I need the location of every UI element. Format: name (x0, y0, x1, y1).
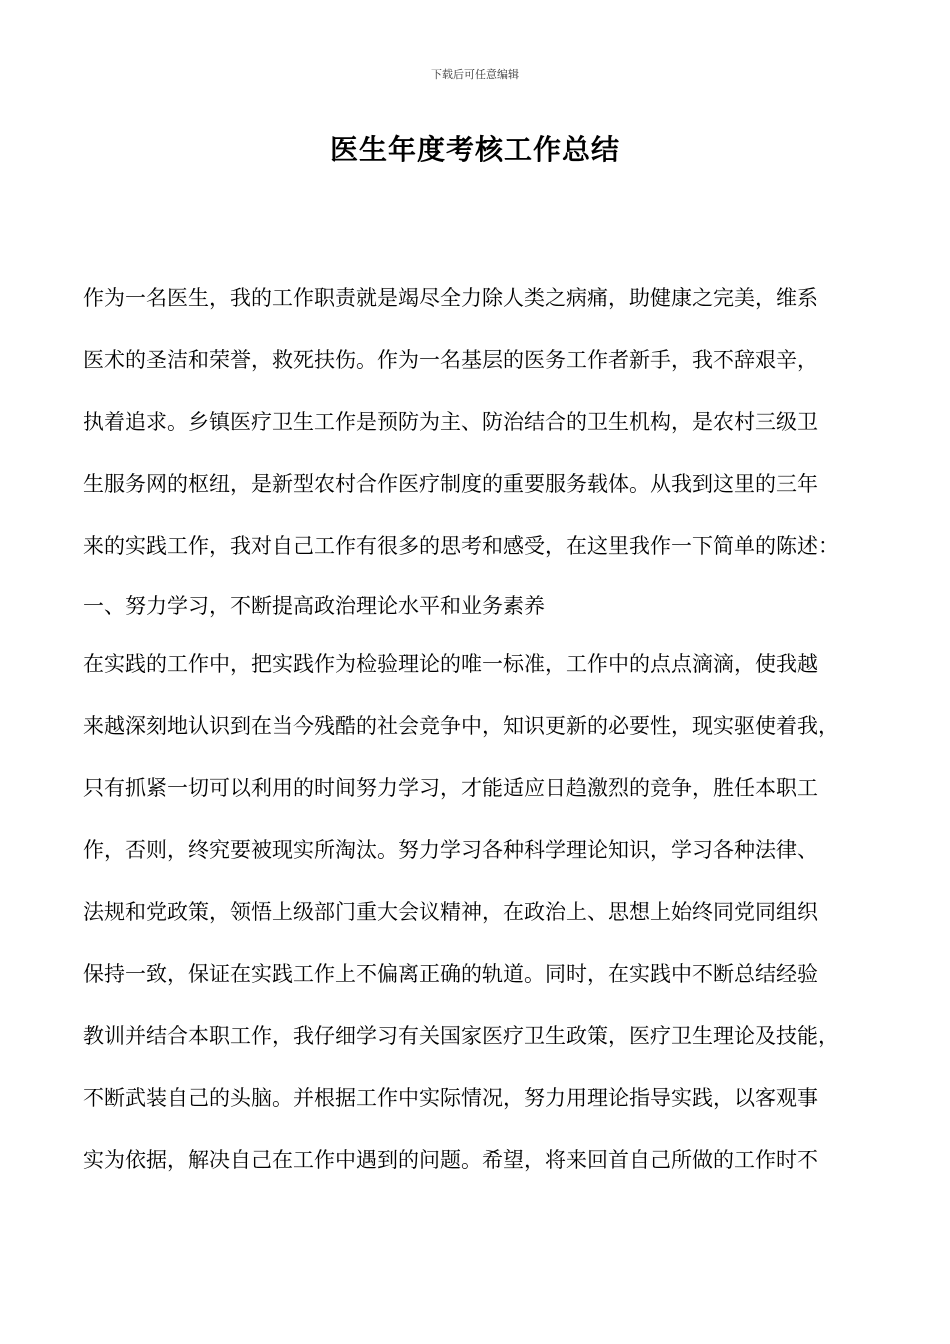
body-line: 不断武装自己的头脑。并根据工作中实际情况，努力用理论指导实践，以客观事 (83, 1086, 818, 1110)
body-line: 执着追求。乡镇医疗卫生工作是预防为主、防治结合的卫生机构，是农村三级卫 (83, 410, 818, 434)
body-line: 实为依据，解决自己在工作中遇到的问题。希望，将来回首自己所做的工作时不 (83, 1148, 818, 1172)
body-line: 来的实践工作，我对自己工作有很多的思考和感受，在这里我作一下简单的陈述： (83, 534, 839, 558)
section-heading: 一、努力学习，不断提高政治理论水平和业务素养 (83, 594, 545, 618)
body-line: 医术的圣洁和荣誉，救死扶伤。作为一名基层的医务工作者新手，我不辞艰辛， (83, 348, 818, 372)
body-line: 保持一致，保证在实践工作上不偏离正确的轨道。同时，在实践中不断总结经验 (83, 962, 818, 986)
header-note: 下载后可任意编辑 (431, 68, 519, 81)
body-line: 法规和党政策，领悟上级部门重大会议精神，在政治上、思想上始终同党同组织 (83, 900, 818, 924)
document-title: 医生年度考核工作总结 (329, 133, 620, 166)
body-line: 来越深刻地认识到在当今残酷的社会竞争中，知识更新的必要性，现实驱使着我， (83, 714, 839, 738)
body-line: 作，否则，终究要被现实所淘汰。努力学习各种科学理论知识，学习各种法律、 (83, 838, 818, 862)
body-line: 教训并结合本职工作，我仔细学习有关国家医疗卫生政策，医疗卫生理论及技能， (83, 1024, 839, 1048)
body-line: 作为一名医生，我的工作职责就是竭尽全力除人类之病痛，助健康之完美，维系 (83, 286, 818, 310)
body-line: 只有抓紧一切可以利用的时间努力学习，才能适应日趋激烈的竞争，胜任本职工 (83, 776, 818, 800)
body-line: 生服务网的枢纽，是新型农村合作医疗制度的重要服务载体。从我到这里的三年 (83, 472, 818, 496)
body-line: 在实践的工作中，把实践作为检验理论的唯一标准，工作中的点点滴滴，使我越 (83, 652, 818, 676)
